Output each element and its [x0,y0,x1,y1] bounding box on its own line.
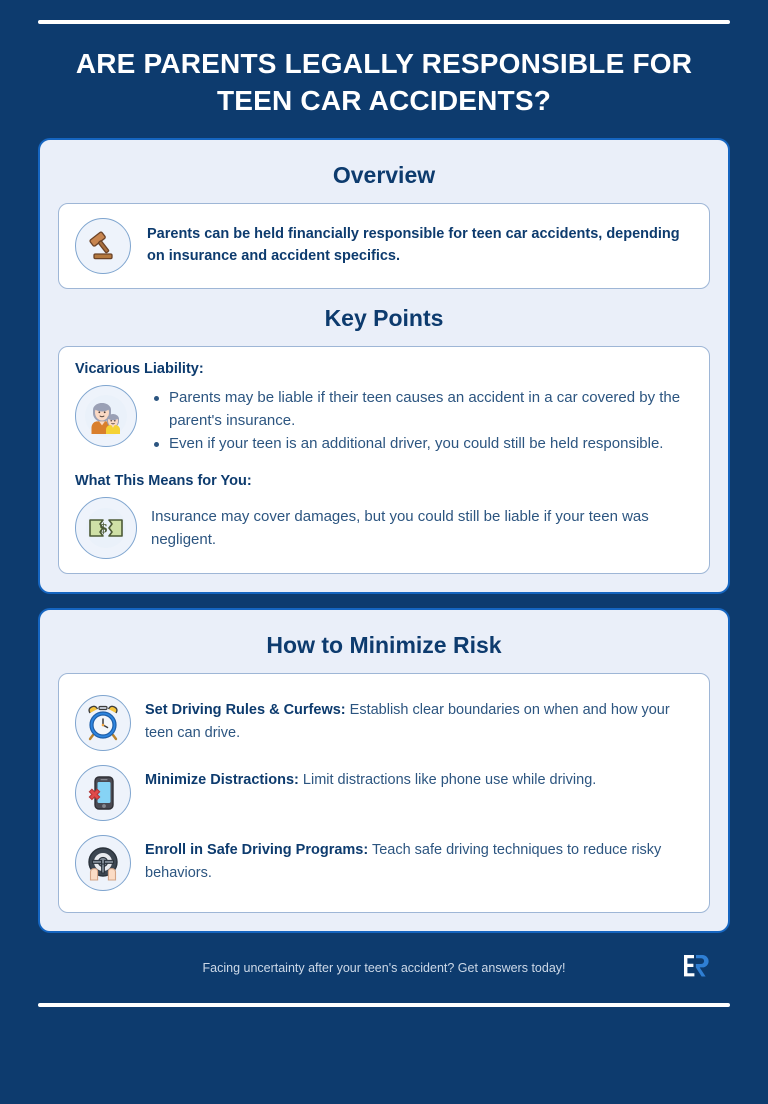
alarm-clock-icon [75,695,131,751]
tip-text-driving-rules [145,695,693,744]
overview-text: Parents can be held financially responsible for teen car accidents, depending on insurance and accident specifics. [147,226,680,264]
tip-bold-distractions: Minimize Distractions: [145,772,299,789]
tip-row-distractions [75,758,693,828]
er-logo [678,951,712,985]
overview-heading: Overview [332,161,436,188]
torn-money-icon [75,497,137,559]
tip-rest-distractions: Limit distractions like phone use while driving. [298,772,597,789]
tip-text-safe-driving [145,835,693,884]
footer [38,947,730,989]
page-title: ARE PARENTS LEGALLY RESPONSIBLE FOR TEEN CAR ACCIDENTS? [75,48,693,116]
minimize-risk-heading: How to Minimize Risk [266,632,502,659]
overview-key-points-card [38,138,730,594]
list-item: Parents may be liable if their teen causes an accident in a car covered by the parent's insurance. [151,387,693,433]
tip-rest-driving-rules: Establish clear boundaries on when and how your teen can drive. [145,702,670,741]
family-icon [75,385,137,447]
tip-bold-safe-driving: Enroll in Safe Driving Programs: [145,842,369,859]
key-points-heading: Key Points [324,304,444,331]
tip-row-safe-driving [75,828,693,898]
no-phone-icon [75,765,131,821]
minimize-risk-card [38,608,730,933]
what-this-means-text: Insurance may cover damages, but you could still be liable if your teen was negligent. [151,508,649,549]
steering-wheel-icon [75,835,131,891]
list-item: Even if your teen is an additional driver, you could still be held responsible. [151,433,693,456]
minimize-risk-panel [58,673,710,913]
tip-text-distractions [145,765,693,791]
overview-panel [58,203,710,289]
tip-bold-driving-rules: Set Driving Rules & Curfews: [145,702,346,719]
footer-tagline: Facing uncertainty after your teen's accident? Get answers today! [202,961,566,976]
tip-row-driving-rules [75,688,693,758]
svg-text:$: $ [99,521,109,537]
vicarious-liability-bullets [151,385,693,455]
vicarious-liability-row [75,385,693,455]
gavel-icon [75,218,131,274]
bottom-divider-rule [38,1003,730,1007]
top-divider-rule [38,20,730,24]
overview-row [75,218,693,274]
what-this-means-row [75,497,693,559]
what-this-means-label: What This Means for You: [75,473,252,490]
key-points-panel [58,346,710,574]
tip-rest-safe-driving: Teach safe driving techniques to reduce risky behaviors. [145,842,662,881]
vicarious-liability-label: Vicarious Liability: [75,360,204,377]
